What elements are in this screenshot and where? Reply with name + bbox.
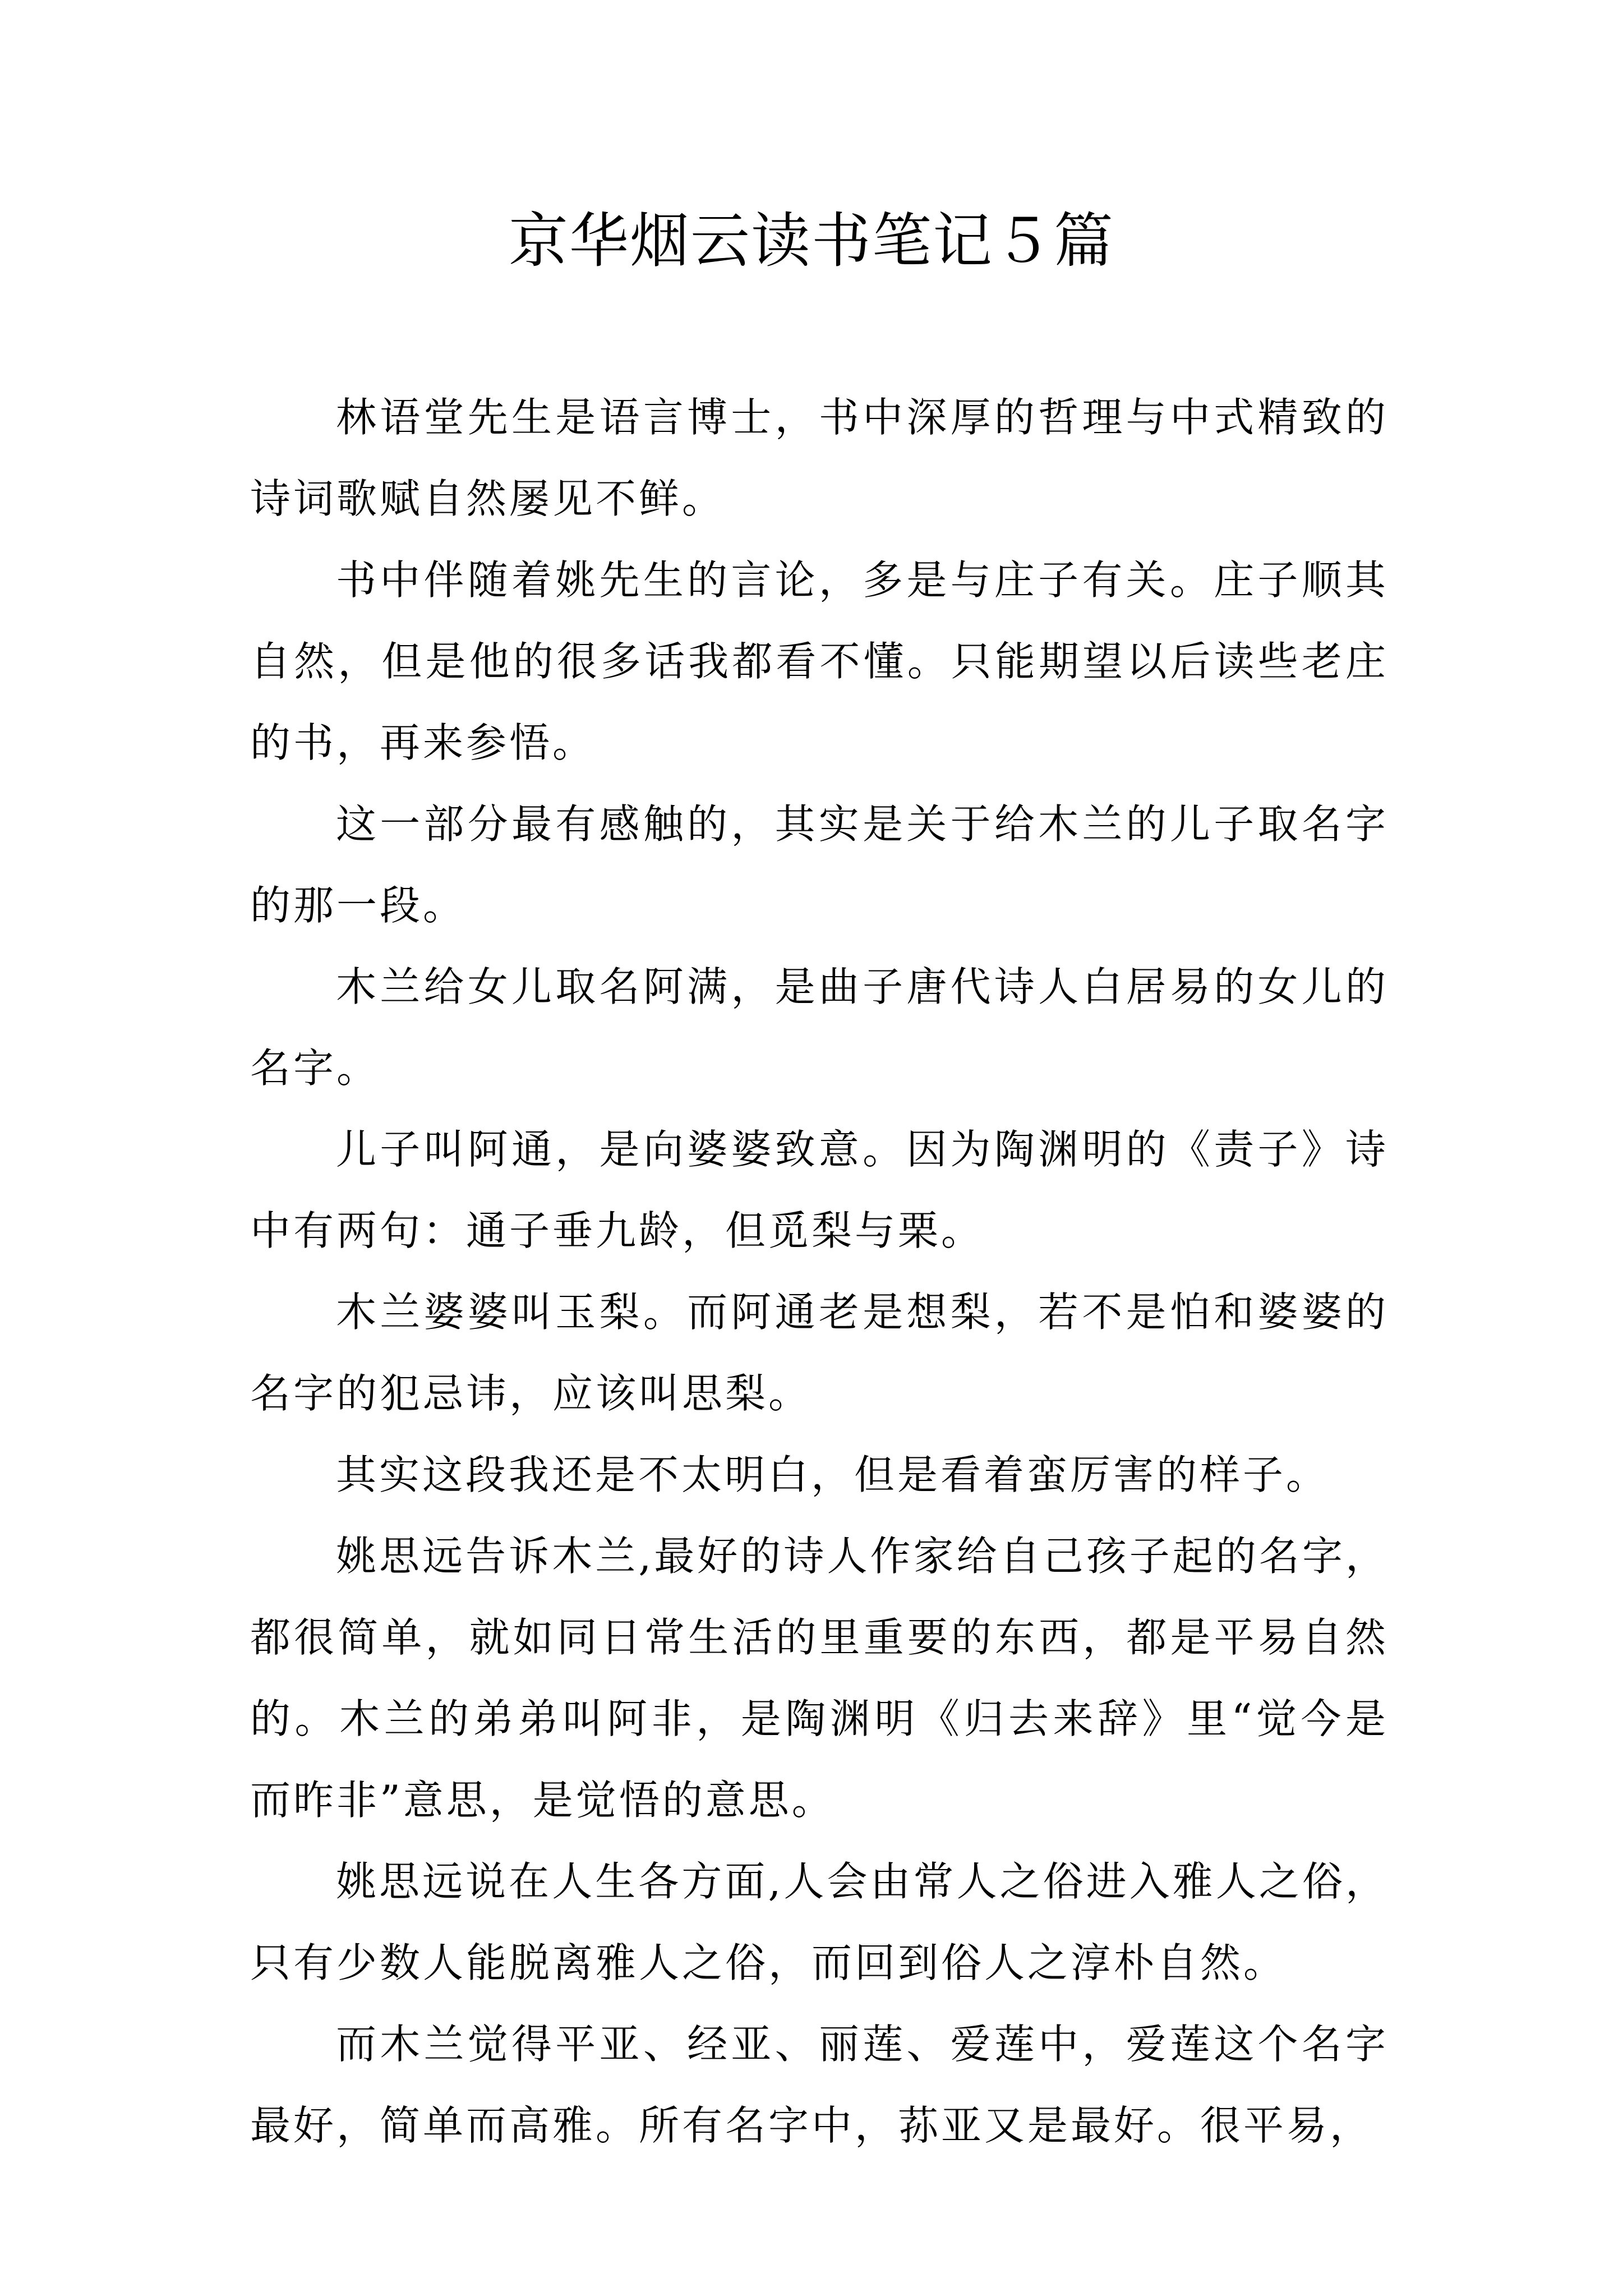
paragraph: 姚思远告诉木兰,最好的诗人作家给自己孩子起的名字，都很简单，就如同日常生活的里重要的东西，都是平易自然的。木兰的弟弟叫阿非，是陶渊明《归去来辞》里“觉今是而昨非”意思，是觉悟的意思。 <box>250 1533 1389 1824</box>
paragraph: 而木兰觉得平亚、经亚、丽莲、爱莲中，爱莲这个名字最好，简单而高雅。所有名字中，荪亚又是最好。很平易， <box>250 2021 1389 2149</box>
document-title: 京华烟云读书笔记５篇 <box>509 206 1114 275</box>
paragraph: 书中伴随着姚先生的言论，多是与庄子有关。庄子顺其自然，但是他的很多话我都看不懂。只能期望以后读些老庄的书，再来参悟。 <box>250 556 1389 766</box>
paragraph: 儿子叫阿通，是向婆婆致意。因为陶渊明的《责子》诗中有两句：通子垂九龄，但觅梨与栗。 <box>250 1126 1389 1254</box>
paragraph: 木兰给女儿取名阿满，是曲子唐代诗人白居易的女儿的名字。 <box>250 963 1389 1092</box>
paragraph: 这一部分最有感触的，其实是关于给木兰的儿子取名字的那一段。 <box>250 800 1389 929</box>
paragraph: 木兰婆婆叫玉梨。而阿通老是想梨，若不是怕和婆婆的名字的犯忌讳，应该叫思梨。 <box>250 1289 1389 1417</box>
document-body <box>250 377 1389 2166</box>
paragraph: 姚思远说在人生各方面,人会由常人之俗进入雅人之俗，只有少数人能脱离雅人之俗，而回到俗人之淳朴自然。 <box>250 1858 1389 1986</box>
paragraph: 林语堂先生是语言博士，书中深厚的哲理与中式精致的诗词歌赋自然屡见不鲜。 <box>250 394 1389 522</box>
paragraph: 其实这段我还是不太明白，但是看着蛮厉害的样子。 <box>336 1451 1330 1498</box>
